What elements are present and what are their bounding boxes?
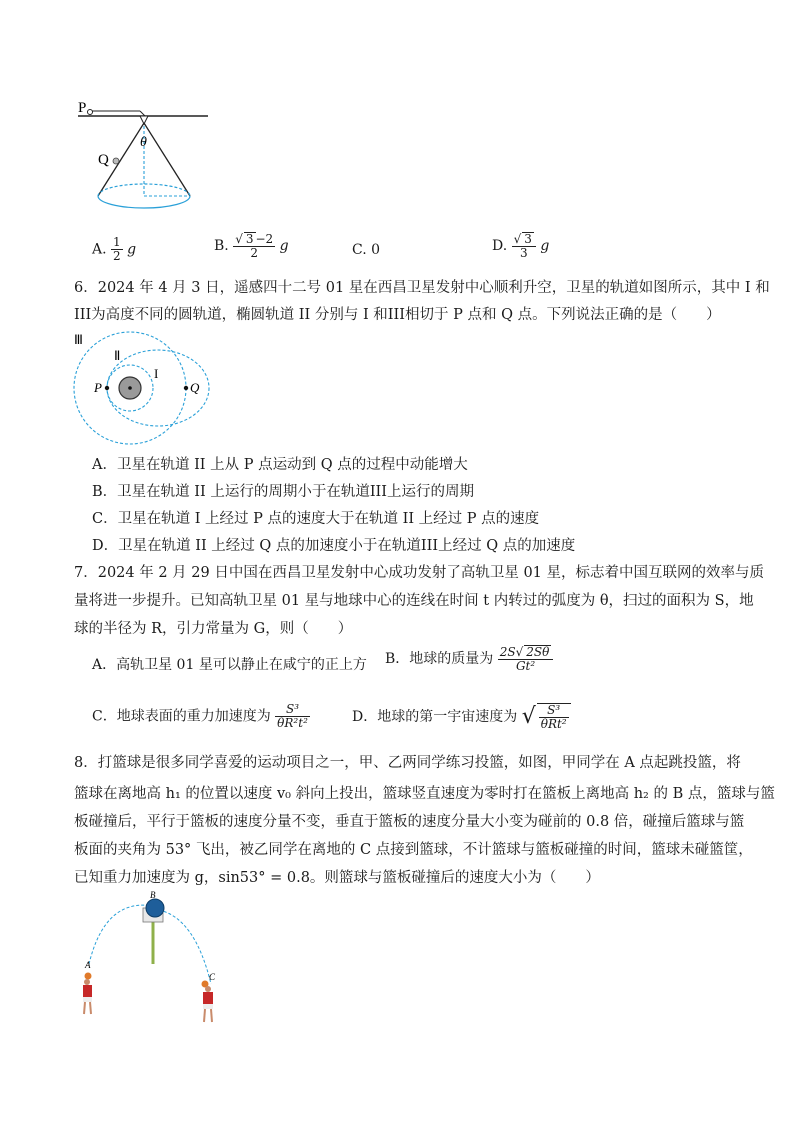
- orbit-label-q: Q: [190, 380, 200, 395]
- q8-stem-line-1: 8．打篮球是很多同学喜爱的运动项目之一，甲、乙两同学练习投篮，如图，甲同学在 A 点起跳投篮，将: [74, 755, 741, 771]
- cone-label-p: P: [78, 100, 87, 116]
- q7-option-d[interactable]: D．地球的第一宇宙速度为 √ $\frac{\text{S³}}{\text{θRt²}}$: [352, 703, 571, 731]
- orbit-label-i: I: [154, 366, 159, 381]
- q8-stem-line-4: 板面的夹角为 53° 飞出，被乙同学在离地的 C 点接到篮球，不计篮球与篮板碰撞的时间，篮球未碰篮筐，: [74, 842, 753, 858]
- cone-label-theta: θ: [140, 135, 147, 150]
- q5-option-b[interactable]: B. $\frac{√ 3 -2}{2}$ g: [214, 232, 289, 260]
- q7-option-a[interactable]: A．高轨卫星 01 星可以静止在咸宁的正上方: [92, 657, 367, 673]
- orbit-figure: [70, 330, 240, 448]
- q7-stem-line-1: 7．2024 年 2 月 29 日中国在西昌卫星发射中心成功发射了高轨卫星 01 星，标志着中国互联网的效率与质: [74, 565, 765, 581]
- q8-stem-line-3: 板碰撞后，平行于篮板的速度分量不变，垂直于篮板的速度分量大小变为碰前的 0.8 倍，碰撞后篮球与篮: [74, 814, 745, 830]
- q8-stem-line-2: 篮球在离地高 h₁ 的位置以速度 v₀ 斜向上投出，篮球竖直速度为零时打在篮板上离地高 h₂ 的 B 点，篮球与篮: [74, 786, 775, 802]
- cone-label-q: Q: [98, 152, 109, 168]
- q6-option-d[interactable]: D．卫星在轨道 II 上经过 Q 点的加速度小于在轨道III上经过 Q 点的加速度: [92, 538, 576, 554]
- q6-option-c[interactable]: C．卫星在轨道 I 上经过 P 点的速度大于在轨道 II 上经过 P 点的速度: [92, 511, 540, 527]
- orbit-label-iii: Ⅲ: [74, 332, 83, 347]
- q8-stem-line-5: 已知重力加速度为 g，sin53° = 0.8。则篮球与篮板碰撞后的速度大小为（ ）: [74, 870, 600, 886]
- basketball-label-b: B: [150, 890, 156, 900]
- q7-stem-line-2: 量将进一步提升。已知高轨卫星 01 星与地球中心的连线在时间 t 内转过的弧度为 θ，扫过的面积为 S，地: [74, 593, 754, 609]
- q5-option-a[interactable]: A. $\frac{1}{2}$ g: [92, 235, 137, 263]
- cone-figure: [70, 92, 220, 224]
- q5-option-c[interactable]: C. 0: [352, 242, 381, 258]
- q6-stem-line-1: 6．2024 年 4 月 3 日，遥感四十二号 01 星在西昌卫星发射中心顺利升空，卫星的轨道如图所示，其中 I 和: [74, 280, 770, 296]
- basketball-label-c: C: [209, 972, 216, 982]
- q6-option-b[interactable]: B．卫星在轨道 II 上运行的周期小于在轨道III上运行的周期: [92, 484, 475, 500]
- basketball-figure: [75, 888, 235, 1028]
- q5-option-d[interactable]: D. $\frac{√ 3}{3}$ g: [492, 232, 550, 260]
- q7-stem-line-3: 球的半径为 R，引力常量为 G，则（ ）: [74, 621, 353, 637]
- q6-stem-line-2: III为高度不同的圆轨道，椭圆轨道 II 分别与 I 和III相切于 P 点和 Q 点。下列说法正确的是（ ）: [74, 307, 721, 323]
- basketball-label-a: A: [85, 960, 91, 970]
- q6-option-a[interactable]: A．卫星在轨道 II 上从 P 点运动到 Q 点的过程中动能增大: [92, 457, 468, 473]
- q7-option-c[interactable]: C．地球表面的重力加速度为 $\frac{\text{S³}}{\text{θR²t²}}$: [92, 702, 308, 730]
- player-c: [202, 981, 214, 1023]
- orbit-label-p: P: [94, 380, 102, 395]
- q7-option-b[interactable]: B．地球的质量为 $\frac{2S√ 2S\theta}{\text{Gt²}}$: [385, 645, 553, 673]
- player-a: [83, 973, 92, 1015]
- orbit-label-ii: Ⅱ: [114, 348, 121, 363]
